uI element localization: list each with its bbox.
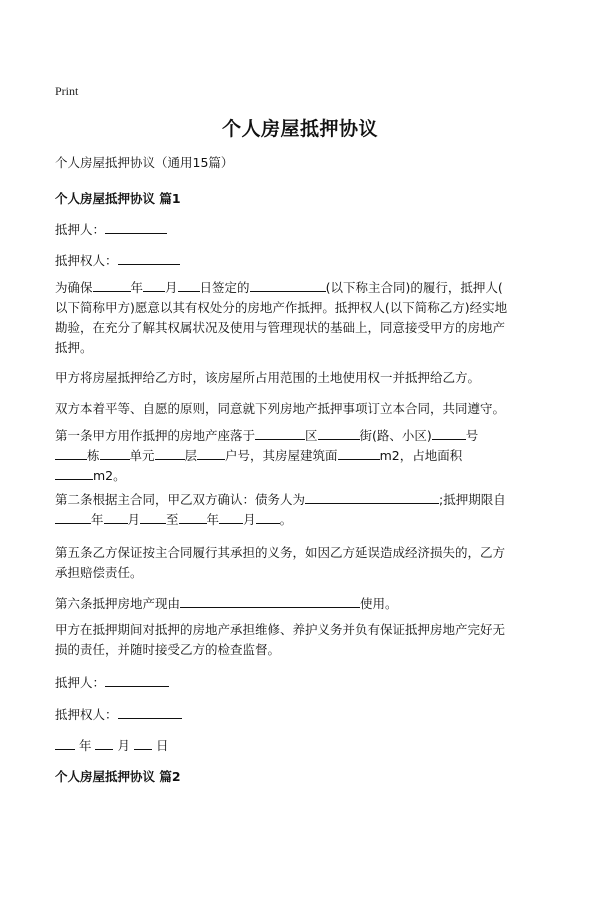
text-fragment: m2。	[93, 468, 126, 483]
text-fragment: 年	[206, 512, 220, 527]
text-fragment: 第六条抵押房地产现由	[55, 596, 181, 611]
paragraph-line: 勘验，在充分了解其权属状况及使用与管理现状的基础上，同意接受甲方的房地产	[55, 320, 506, 335]
article-6	[55, 594, 398, 612]
paragraph-line: 甲方在抵押期间对抵押的房地产承担维修、养护义务并负有保证抵押房地产完好无	[55, 622, 506, 637]
blank	[255, 427, 305, 440]
text-fragment: (以下称主合同)的履行，抵押人(	[325, 280, 503, 295]
document-subtitle: 个人房屋抵押协议（通用15篇）	[55, 155, 234, 170]
text-fragment: 区	[305, 428, 318, 443]
blank	[143, 279, 165, 292]
document-title: 个人房屋抵押协议	[221, 118, 378, 140]
signature-mortgagee	[55, 705, 182, 723]
text-fragment: 月	[243, 512, 256, 527]
paragraph-maintenance	[55, 620, 551, 660]
mortgagee-label: 抵押权人：	[55, 253, 118, 268]
blank	[318, 427, 360, 440]
paragraph-land-use: 甲方将房屋抵押给乙方时，该房屋所占用范围的土地使用权一并抵押给乙方。	[55, 370, 481, 385]
signature-mortgagor	[55, 673, 169, 691]
mortgagor-blank	[105, 221, 167, 234]
blank	[55, 447, 87, 460]
text-fragment: ;抵押期限自	[439, 492, 506, 507]
signature-blank	[118, 706, 182, 719]
blank	[179, 511, 207, 524]
text-fragment: 号	[465, 428, 479, 443]
date-year-label: 年	[78, 738, 92, 753]
blank	[93, 279, 131, 292]
blank	[178, 279, 200, 292]
text-fragment: 层	[184, 448, 198, 463]
text-fragment: 月	[165, 280, 178, 295]
mortgagee-line	[55, 251, 180, 269]
text-fragment: 第二条根据主合同，甲乙双方确认：债务人为	[55, 492, 306, 507]
paragraph-principle: 双方本着平等、自愿的原则，同意就下列房地产抵押事项订立本合同，共同遵守。	[55, 401, 506, 416]
section-heading-2: 个人房屋抵押协议 篇2	[55, 769, 181, 784]
section-heading-1: 个人房屋抵押协议 篇1	[55, 191, 181, 206]
text-fragment: 月	[127, 512, 141, 527]
text-fragment: 年	[130, 280, 144, 295]
text-fragment: 年	[91, 512, 104, 527]
text-fragment: 使用。	[360, 596, 398, 611]
date-blank	[55, 737, 75, 750]
text-fragment: 至	[166, 512, 179, 527]
blank	[55, 467, 93, 480]
blank	[338, 447, 380, 460]
article-5	[55, 543, 551, 583]
blank	[305, 491, 439, 504]
text-fragment: 第一条甲方用作抵押的房地产座落于	[55, 428, 256, 443]
text-fragment: 日签定的	[199, 280, 250, 295]
date-blank	[134, 737, 152, 750]
date-month-label: 月	[117, 738, 130, 753]
paragraph-purpose	[55, 278, 551, 358]
mortgagor-line	[55, 220, 167, 238]
text-fragment: 栋	[87, 448, 100, 463]
paragraph-line: 以下简称甲方)愿意以其有权处分的房地产作抵押。抵押权人(以下简称乙方)经实地	[55, 300, 508, 315]
blank	[155, 447, 185, 460]
blank	[55, 511, 91, 524]
article-2	[55, 490, 551, 530]
blank	[432, 427, 466, 440]
mortgagee-blank	[118, 252, 180, 265]
date-day-label: 日	[155, 738, 169, 753]
text-fragment: m2，占地面积	[379, 448, 463, 463]
signature-date	[55, 736, 168, 754]
text-fragment: 户号，其房屋建筑面	[225, 448, 338, 463]
blank	[140, 511, 166, 524]
signature-label: 抵押权人：	[55, 707, 118, 722]
article-1	[55, 426, 551, 486]
blank	[180, 595, 360, 608]
blank	[100, 447, 130, 460]
blank	[250, 279, 326, 292]
paragraph-line: 承担赔偿责任。	[55, 565, 143, 580]
text-fragment: 。	[279, 512, 293, 527]
text-fragment: 为确保	[55, 280, 93, 295]
signature-blank	[105, 674, 169, 687]
text-fragment: 街(路、小区)	[359, 428, 432, 443]
paragraph-line: 抵押。	[55, 340, 93, 355]
blank	[197, 447, 225, 460]
signature-label: 抵押人：	[55, 675, 106, 690]
blank	[256, 511, 280, 524]
blank	[219, 511, 243, 524]
text-fragment: 单元	[129, 448, 155, 463]
paragraph-line: 第五条乙方保证按主合同履行其承担的义务，如因乙方延误造成经济损失的，乙方	[55, 545, 506, 560]
paragraph-line: 损的责任，并随时接受乙方的检查监督。	[55, 642, 281, 657]
mortgagor-label: 抵押人：	[55, 222, 106, 237]
date-blank	[95, 737, 113, 750]
print-label[interactable]: Print	[55, 84, 79, 98]
blank	[104, 511, 128, 524]
